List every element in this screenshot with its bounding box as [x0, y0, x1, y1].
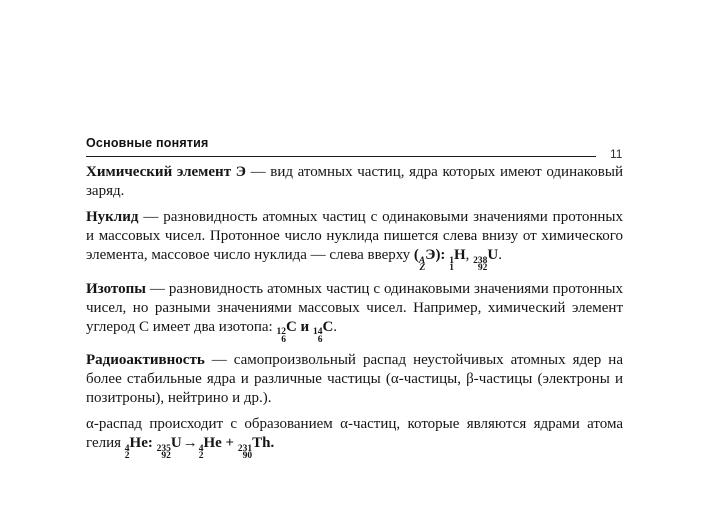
element-symbol: U: [170, 435, 182, 452]
nuclide-scripts: [276, 329, 286, 344]
mass-number: 4: [198, 443, 204, 454]
atomic-number: 2: [198, 451, 204, 462]
definition-text: — разновидность атомных частиц с одинаковыми значениями протонных и массовых чисел. Протонное число нуклида пишется слева внизу от химического элемента, массовое число нуклида — слева вверху: [86, 209, 623, 263]
atomic-number: 1: [449, 263, 454, 274]
term-radioactivity: Радиоактивность: [86, 352, 205, 369]
element-symbol: Th: [252, 435, 271, 452]
mass-number: 14: [312, 327, 323, 338]
mass-number: 231: [237, 443, 253, 454]
term-chemical-element: Химический элемент Э: [86, 164, 246, 180]
nuclide-formula-carbon-14: [312, 318, 334, 345]
atomic-number: 92: [161, 451, 171, 462]
nuclide-scripts: [313, 329, 323, 344]
element-symbol: H: [453, 247, 466, 263]
open-paren: (: [413, 247, 419, 263]
nuclide-scripts: [237, 443, 253, 462]
period: .: [498, 247, 502, 263]
paragraph-isotopes: [86, 280, 623, 345]
atomic-number: 92: [477, 263, 488, 274]
nuclide-formula-helium-4: [124, 435, 157, 462]
mass-number: 235: [156, 443, 171, 454]
mass-number: 1: [449, 255, 454, 266]
element-symbol: Э: [425, 247, 436, 263]
plus-sign: +: [221, 435, 238, 452]
paragraph-nuclide: [86, 208, 623, 273]
definition-text: α-распад происходит с образованием α-частиц, которые являются ядрами атома гелия: [86, 416, 623, 452]
nuclide-formula-helium-4b: [198, 435, 222, 462]
mass-number: 4: [124, 443, 130, 454]
nuclide-scripts: [473, 255, 488, 274]
close-paren: ):: [435, 247, 450, 263]
nuclide-formula-thorium-231: [237, 435, 271, 462]
paragraph-radioactivity: [86, 351, 623, 408]
nuclide-scripts: [156, 443, 171, 462]
mass-number: 238: [473, 255, 488, 266]
element-symbol: He: [129, 435, 148, 452]
paragraph-chemical-element: [86, 163, 623, 201]
definition-text: — разновидность атомных частиц с одинаковыми значениями протонных чисел, но разными значениями массовых чисел. Например, химический элемент углерод C имеет два изотопа:: [86, 280, 623, 335]
paragraph-alpha-decay: [86, 415, 623, 461]
atomic-number: 6: [317, 334, 323, 345]
period: .: [270, 435, 275, 452]
comma: ,: [465, 247, 474, 263]
nuclide-formula-carbon-12: [276, 318, 297, 345]
arrow-right-icon: →: [182, 435, 198, 452]
mass-number: A: [418, 255, 426, 266]
element-symbol: He: [203, 435, 222, 452]
atomic-number: 6: [281, 334, 286, 345]
period: .: [333, 318, 338, 335]
atomic-number: 2: [124, 451, 130, 462]
term-isotopes: Изотопы: [86, 280, 146, 297]
element-symbol: C: [285, 318, 297, 335]
header-rule: [86, 134, 596, 157]
conjunction-and: и: [296, 318, 313, 335]
mass-number: 12: [276, 327, 286, 338]
element-symbol: C: [322, 318, 334, 335]
nuclide-formula-uranium-238: [473, 247, 499, 274]
nuclide-formula-uranium-235: [156, 435, 182, 462]
colon: :: [147, 435, 157, 452]
section-title: Основные понятия: [86, 136, 209, 150]
definition-text: — вид атомных частиц, ядра которых имеют одинаковый заряд.: [86, 164, 623, 199]
atomic-number: 90: [242, 451, 253, 462]
element-symbol: U: [487, 247, 499, 263]
page-body: [86, 163, 623, 468]
definition-text: — самопроизвольный распад неустойчивых атомных ядер на более стабильные ядра и различные частицы (α-частицы, β-частицы (электроны и позитроны), нейтрино и др.).: [86, 352, 623, 407]
term-nuclide: Нуклид: [86, 209, 139, 225]
atomic-number: Z: [419, 263, 426, 274]
running-head: [86, 134, 623, 161]
page-number: 11: [610, 147, 623, 161]
nuclide-formula-hydrogen-1: [449, 247, 466, 274]
nuclide-formula-general: [413, 247, 450, 274]
